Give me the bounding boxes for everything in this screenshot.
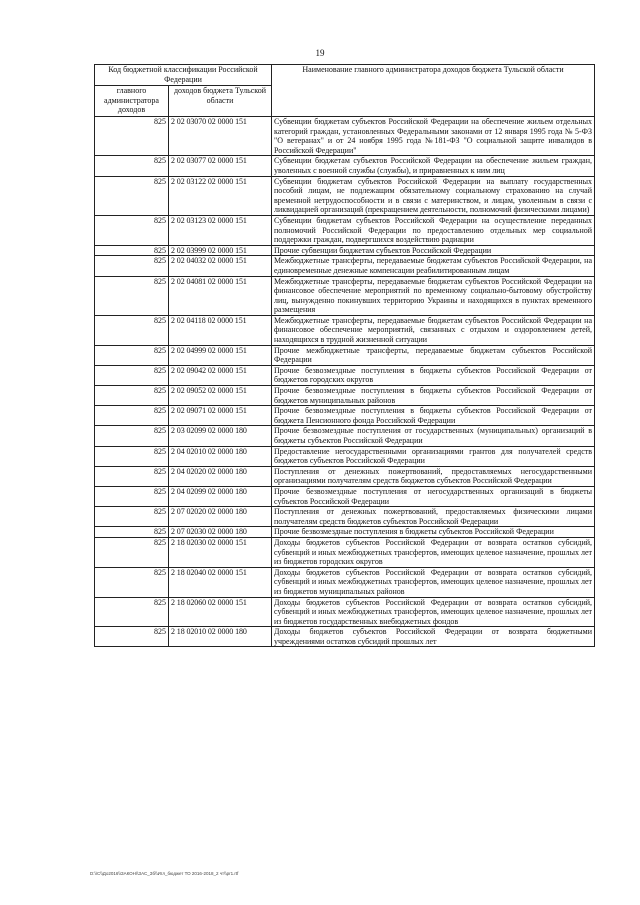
admin-code-cell: 825 [95, 276, 169, 315]
income-code-cell: 2 04 02020 02 0000 180 [169, 466, 272, 486]
name-column-header: Наименование главного администратора доходов бюджета Тульской области [272, 65, 595, 117]
table-row [95, 597, 595, 627]
admin-code-cell: 825 [95, 486, 169, 506]
page-number: 19 [315, 48, 325, 58]
income-code-cell: 2 02 03123 02 0000 151 [169, 215, 272, 245]
revenue-name-cell: Прочие безвозмездные поступления в бюджеты субъектов Российской Федерации [272, 527, 595, 538]
file-path-footer: D:\\C\\До2016\\ЗАКОН\\ЗАС_Зб\\Игл_бюджет ТО 2016-2018_2 чт\\pr1.rtf [90, 871, 239, 876]
table-header-row [95, 65, 595, 86]
income-code-cell: 2 02 09071 02 0000 151 [169, 406, 272, 426]
income-code-cell: 2 18 02010 02 0000 180 [169, 627, 272, 647]
income-column-header: доходов бюджета Тульской области [169, 86, 272, 117]
admin-code-cell: 825 [95, 215, 169, 245]
table-row [95, 256, 595, 276]
table-row [95, 507, 595, 527]
revenue-name-cell: Доходы бюджетов субъектов Российской Федерации от возврата остатков субсидий, субвенций и иных межбюджетных трансфертов, имеющих целевое назначение, прошлых лет из бюджетов государственных внебюджетных фондов [272, 597, 595, 627]
revenue-name-cell: Доходы бюджетов субъектов Российской Федерации от возврата бюджетными учреждениями остатков субсидий прошлых лет [272, 627, 595, 647]
table-row [95, 406, 595, 426]
revenue-name-cell: Прочие безвозмездные поступления в бюджеты субъектов Российской Федерации от бюджетов муниципальных районов [272, 386, 595, 406]
income-code-cell: 2 18 02060 02 0000 151 [169, 597, 272, 627]
table-row [95, 537, 595, 567]
revenue-classification-table [94, 64, 595, 647]
table-row [95, 276, 595, 315]
admin-code-cell: 825 [95, 507, 169, 527]
income-code-cell: 2 04 02099 02 0000 180 [169, 486, 272, 506]
table-row [95, 245, 595, 256]
table-row [95, 446, 595, 466]
admin-code-cell: 825 [95, 406, 169, 426]
admin-code-cell: 825 [95, 176, 169, 215]
income-code-cell: 2 02 03122 02 0000 151 [169, 176, 272, 215]
table-row [95, 386, 595, 406]
table-row [95, 176, 595, 215]
revenue-name-cell: Межбюджетные трансферты, передаваемые бюджетам субъектов Российской Федерации, на единовременные денежные компенсации реабилитированным лицам [272, 256, 595, 276]
income-code-cell: 2 04 02010 02 0000 180 [169, 446, 272, 466]
revenue-name-cell: Межбюджетные трансферты, передаваемые бюджетам субъектов Российской Федерации на финансовое обеспечение мероприятий, связанных с отдыхом и оздоровлением детей, находящихся в трудной жизненной ситуации [272, 315, 595, 345]
admin-code-cell: 825 [95, 527, 169, 538]
table-row [95, 486, 595, 506]
table-row [95, 627, 595, 647]
admin-code-cell: 825 [95, 156, 169, 176]
income-code-cell: 2 02 09042 02 0000 151 [169, 365, 272, 385]
table-row [95, 365, 595, 385]
income-code-cell: 2 03 02099 02 0000 180 [169, 426, 272, 446]
income-code-cell: 2 02 03070 02 0000 151 [169, 117, 272, 156]
admin-code-cell: 825 [95, 567, 169, 597]
income-code-cell: 2 02 03077 02 0000 151 [169, 156, 272, 176]
income-code-cell: 2 02 03999 02 0000 151 [169, 245, 272, 256]
admin-code-cell: 825 [95, 597, 169, 627]
admin-code-cell: 825 [95, 245, 169, 256]
revenue-name-cell: Межбюджетные трансферты, передаваемые бюджетам субъектов Российской Федерации на финансовое обеспечение мероприятий по временному социально-бытовому обустройству лиц, вынужденно покинувших территорию Украины и находящихся в пунктах временного размещения [272, 276, 595, 315]
admin-column-header: главного администратора доходов [95, 86, 169, 117]
admin-code-cell: 825 [95, 315, 169, 345]
table-row [95, 215, 595, 245]
revenue-name-cell: Субвенции бюджетам субъектов Российской Федерации на выплату государственных пособий лицам, не подлежащим обязательному социальному страхованию на случай временной нетрудоспособности и в связи с материнством, и лицам, уволенным в связи с ликвидацией организаций (прекращением деятельности, полномочий физическими лицами) [272, 176, 595, 215]
revenue-name-cell: Прочие межбюджетные трансферты, передаваемые бюджетам субъектов Российской Федерации [272, 345, 595, 365]
admin-code-cell: 825 [95, 446, 169, 466]
revenue-name-cell: Доходы бюджетов субъектов Российской Федерации от возврата остатков субсидий, субвенций и иных межбюджетных трансфертов, имеющих целевое назначение, прошлых лет из бюджетов городских округов [272, 537, 595, 567]
income-code-cell: 2 07 02020 02 0000 180 [169, 507, 272, 527]
income-code-cell: 2 02 04032 02 0000 151 [169, 256, 272, 276]
admin-code-cell: 825 [95, 386, 169, 406]
revenue-name-cell: Субвенции бюджетам субъектов Российской Федерации на обеспечение жильем граждан, уволенных с военной службы (службы), и приравненных к ним лиц [272, 156, 595, 176]
table-row [95, 315, 595, 345]
table-row [95, 527, 595, 538]
admin-code-cell: 825 [95, 627, 169, 647]
revenue-name-cell: Поступления от денежных пожертвований, предоставляемых физическими лицами получателям средств бюджетов субъектов Российской Федерации [272, 507, 595, 527]
table-row [95, 156, 595, 176]
table-row [95, 426, 595, 446]
table-row [95, 345, 595, 365]
revenue-name-cell: Прочие безвозмездные поступления в бюджеты субъектов Российской Федерации от бюджетов городских округов [272, 365, 595, 385]
income-code-cell: 2 02 04081 02 0000 151 [169, 276, 272, 315]
revenue-name-cell: Субвенции бюджетам субъектов Российской Федерации на обеспечение жильем отдельных категорий граждан, установленных Федеральными законами от 12 января 1995 года № 5-ФЗ "О ветеранах" и от 24 ноября 1995 года №181-ФЗ "О социальной защите инвалидов в Российской Федерации" [272, 117, 595, 156]
admin-code-cell: 825 [95, 426, 169, 446]
revenue-name-cell: Поступления от денежных пожертвований, предоставляемых негосударственными организациями получателям средств бюджетов субъектов Российской Федерации [272, 466, 595, 486]
table-row [95, 466, 595, 486]
classification-header: Код бюджетной классификации Российской Федерации [95, 65, 272, 86]
revenue-name-cell: Прочие безвозмездные поступления в бюджеты субъектов Российской Федерации от бюджета Пенсионного фонда Российской Федерации [272, 406, 595, 426]
income-code-cell: 2 02 09052 02 0000 151 [169, 386, 272, 406]
income-code-cell: 2 02 04118 02 0000 151 [169, 315, 272, 345]
income-code-cell: 2 02 04999 02 0000 151 [169, 345, 272, 365]
revenue-name-cell: Прочие безвозмездные поступления от негосударственных организаций в бюджеты субъектов Российской Федерации [272, 486, 595, 506]
table-row [95, 567, 595, 597]
table-body [95, 65, 595, 647]
revenue-name-cell: Прочие субвенции бюджетам субъектов Российской Федерации [272, 245, 595, 256]
admin-code-cell: 825 [95, 365, 169, 385]
revenue-name-cell: Предоставление негосударственными организациями грантов для получателей средств бюджетов субъектов Российской Федерации [272, 446, 595, 466]
admin-code-cell: 825 [95, 117, 169, 156]
income-code-cell: 2 18 02040 02 0000 151 [169, 567, 272, 597]
admin-code-cell: 825 [95, 466, 169, 486]
admin-code-cell: 825 [95, 345, 169, 365]
income-code-cell: 2 07 02030 02 0000 180 [169, 527, 272, 538]
admin-code-cell: 825 [95, 537, 169, 567]
revenue-name-cell: Доходы бюджетов субъектов Российской Федерации от возврата остатков субсидий, субвенций и иных межбюджетных трансфертов, имеющих целевое назначение, прошлых лет из бюджетов муниципальных районов [272, 567, 595, 597]
revenue-name-cell: Прочие безвозмездные поступления от государственных (муниципальных) организаций в бюджеты субъектов Российской Федерации [272, 426, 595, 446]
revenue-name-cell: Субвенции бюджетам субъектов Российской Федерации на осуществление переданных полномочий Российской Федерации по предоставлению отдельных мер социальной поддержки граждан, подвергшихся воздействию радиации [272, 215, 595, 245]
income-code-cell: 2 18 02030 02 0000 151 [169, 537, 272, 567]
table-row [95, 117, 595, 156]
admin-code-cell: 825 [95, 256, 169, 276]
